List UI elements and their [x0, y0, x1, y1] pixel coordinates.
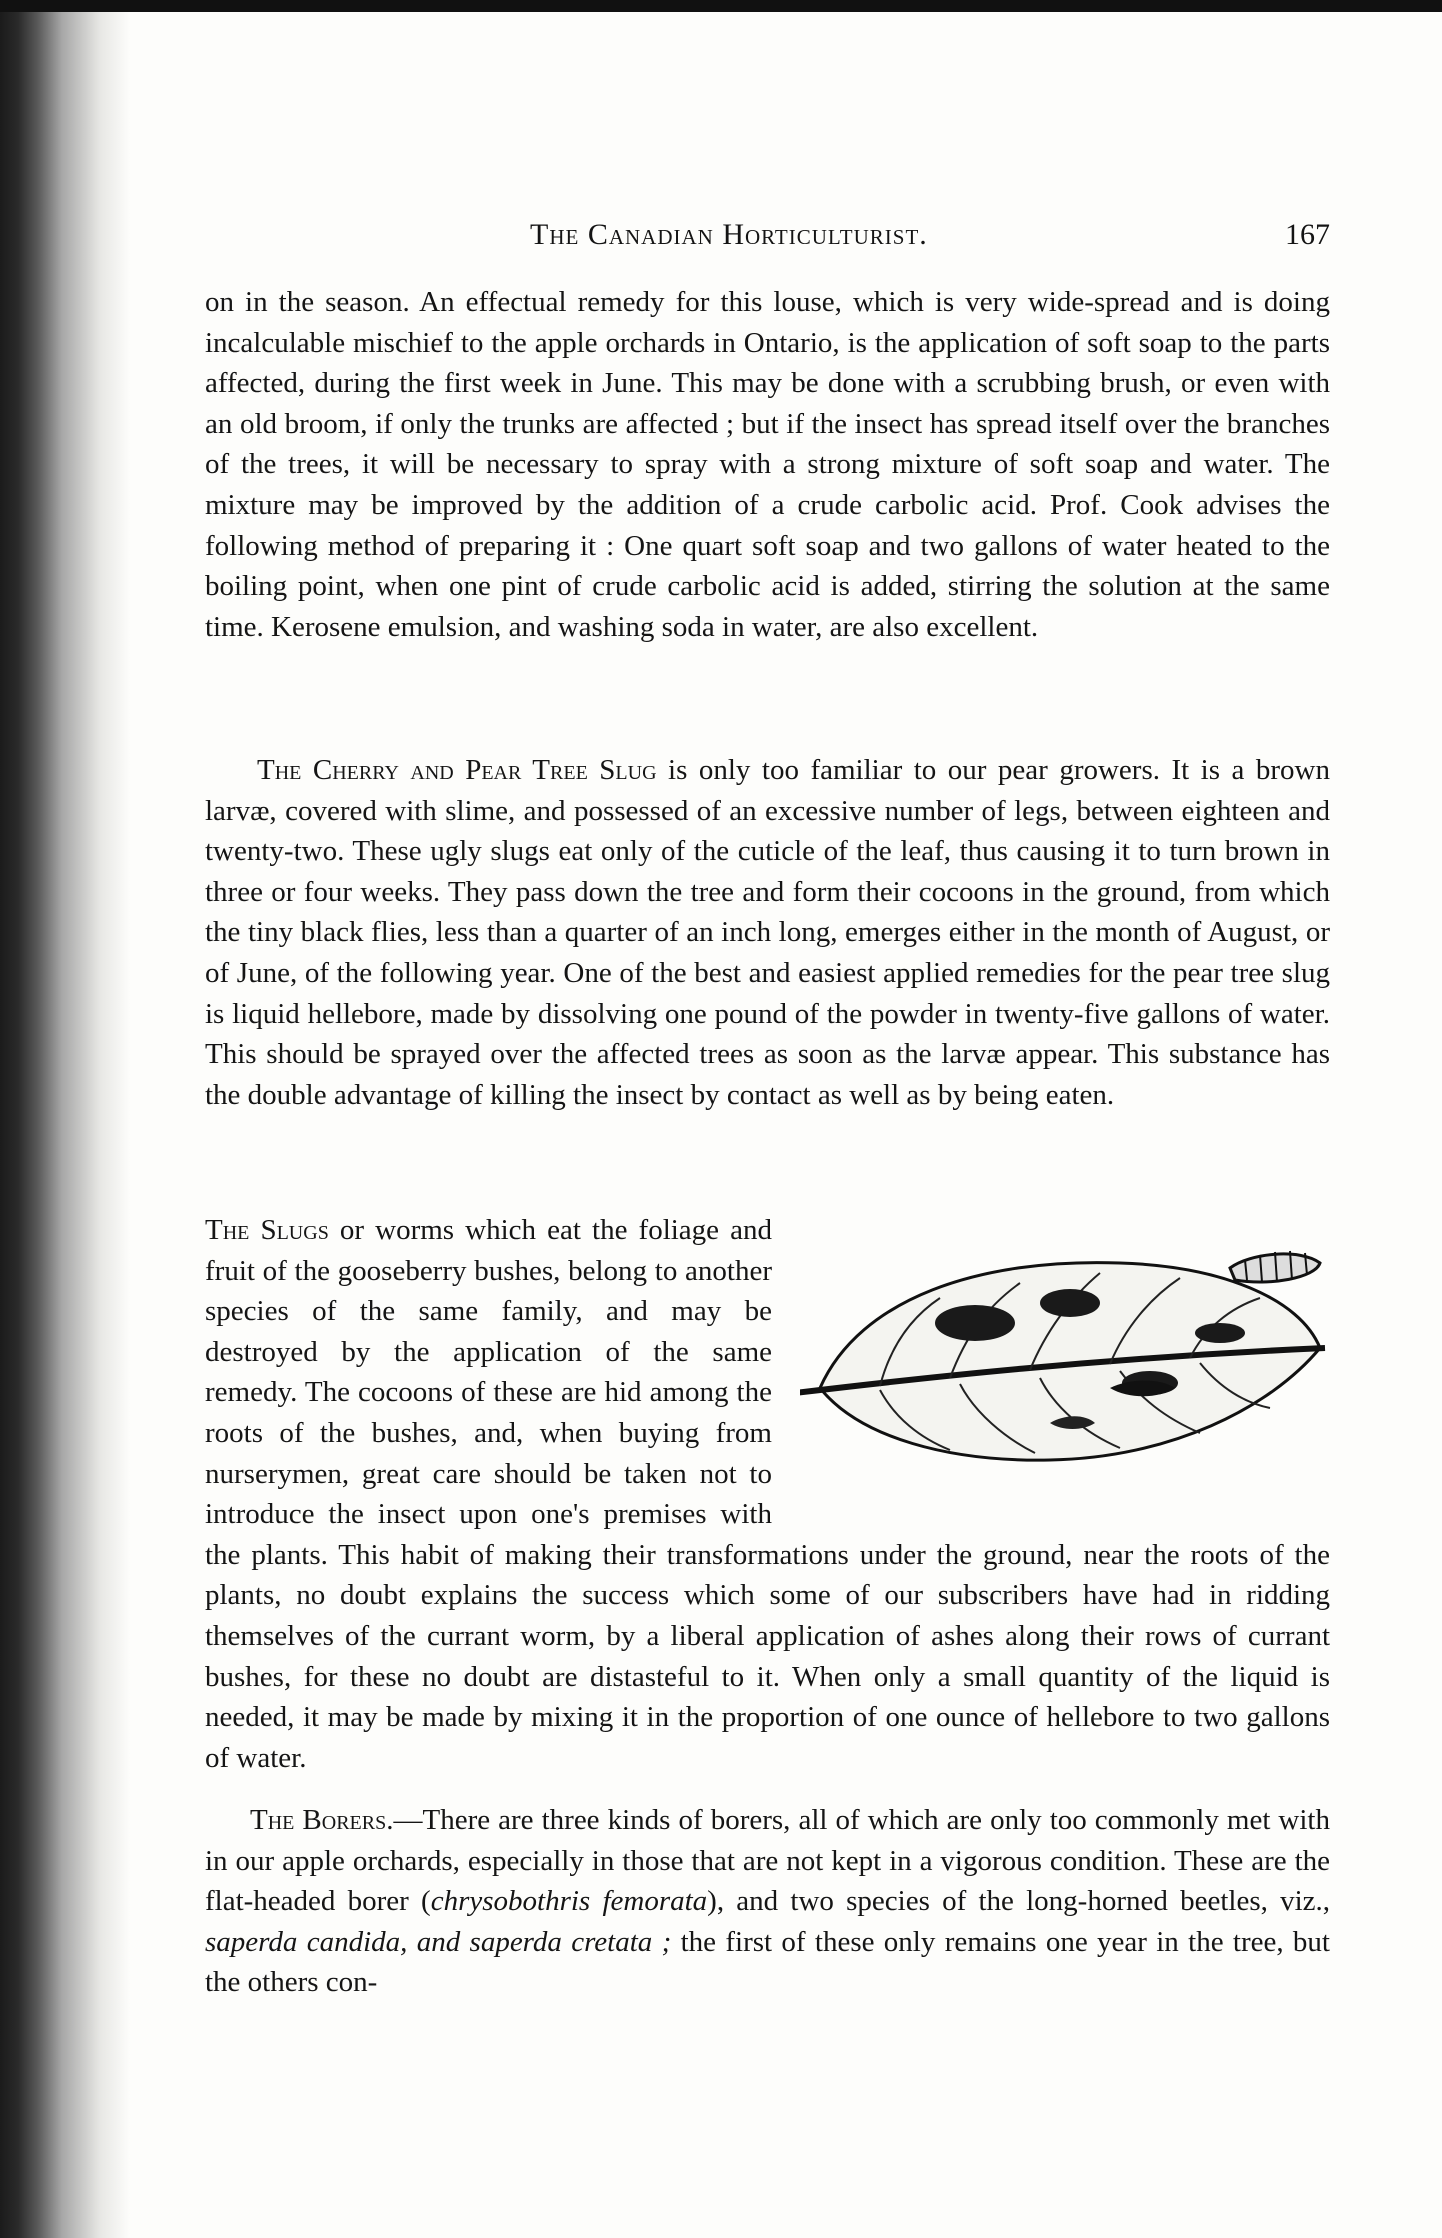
scan-top-edge [0, 0, 1442, 12]
paragraph-pear-tree-slug [205, 750, 1330, 1115]
section-lead: The Slugs [205, 1214, 329, 1246]
binding-shadow [0, 0, 130, 2238]
paragraph-gooseberry-slugs [205, 1210, 1330, 1778]
section-lead: The Borers. [250, 1804, 394, 1836]
species-name: chrysobothris femorata [430, 1885, 708, 1918]
paragraph-text: or worms which eat the foliage and fruit of the gooseberry bushes, belong to another species of the same family, and may be destroyed by the application of the same remedy. The cocoons of these are hid among the roots of the bushes, and, when buying from nurserymen, great care should be taken not to introduce the insect upon one's premises with the plants. This habit of making their transformations under the ground, near the roots of the plants, no doubt explains the success which some of our subscribers have had in ridding themselves of the currant worm, by a liberal application of ashes along their rows of currant bushes, for these no doubt are distasteful to it. When only a small quantity of the liquid is needed, it may be made by mixing it in the proportion of one ounce of hellebore to two gallons of water. [205, 1214, 1330, 1774]
paragraph-text: ), and two species of the long-horned beetles, viz., [707, 1885, 1331, 1918]
paragraph-text: the first of these only remains one year in the tree, but the others con- [205, 1925, 1330, 1999]
page-number: 167 [1285, 218, 1330, 251]
leaf-with-slugs-illustration [800, 1238, 1330, 1493]
paragraph-text: —There are three kinds of borers, all of which are only too commonly met with in our apple orchards, especially in those that are not kept in a vigorous condition. These are the flat-headed borer ( [205, 1804, 1330, 1918]
running-header [200, 218, 1330, 258]
paragraph-text: is only too familiar to our pear growers. It is a brown larvæ, covered with slime, and possessed of an excessive number of legs, between eighteen and twenty-two. These ugly slugs eat only of the cuticle of the leaf, thus causing it to turn brown in three or four weeks. They pass down the tree and form their cocoons in the ground, from which the tiny black flies, less than a quarter of an inch long, emerges either in the month of August, or of June, of the following year. One of the best and easiest applied remedies for the pear tree slug is liquid hellebore, made by dissolving one pound of the powder in twenty-five gallons of water. This should be sprayed over the affected trees as soon as the larvæ appear. This substance has the double advantage of killing the insect by contact as well as by being eaten. [205, 754, 1330, 1111]
leaf-illustration-svg [800, 1238, 1330, 1493]
species-name: saperda candida, and saperda cretata ; [205, 1925, 672, 1958]
paragraph-text: on in the season. An effectual remedy for this louse, which is very wide-spread and is doing incalculable mischief to the apple orchards in Ontario, is the application of soft soap to the parts affected, during the first week in June. This may be done with a scrubbing brush, or even with an old broom, if only the trunks are affected ; but if the insect has spread itself over the branches of the trees, it will be necessary to spray with a strong mixture of soft soap and water. The mixture may be improved by the addition of a crude carbolic acid. Prof. Cook advises the following method of preparing it : One quart soft soap and two gallons of water heated to the boiling point, when one pint of crude carbolic acid is added, stirring the solution at the same time. Kerosene emulsion, and washing soda in water, are also excellent. [205, 286, 1330, 643]
paragraph-borers [205, 1800, 1330, 2003]
paragraph-louse-remedy [205, 282, 1330, 647]
running-title: The Canadian Horticulturist. [530, 218, 928, 251]
section-lead: The Cherry and Pear Tree Slug [257, 754, 657, 786]
